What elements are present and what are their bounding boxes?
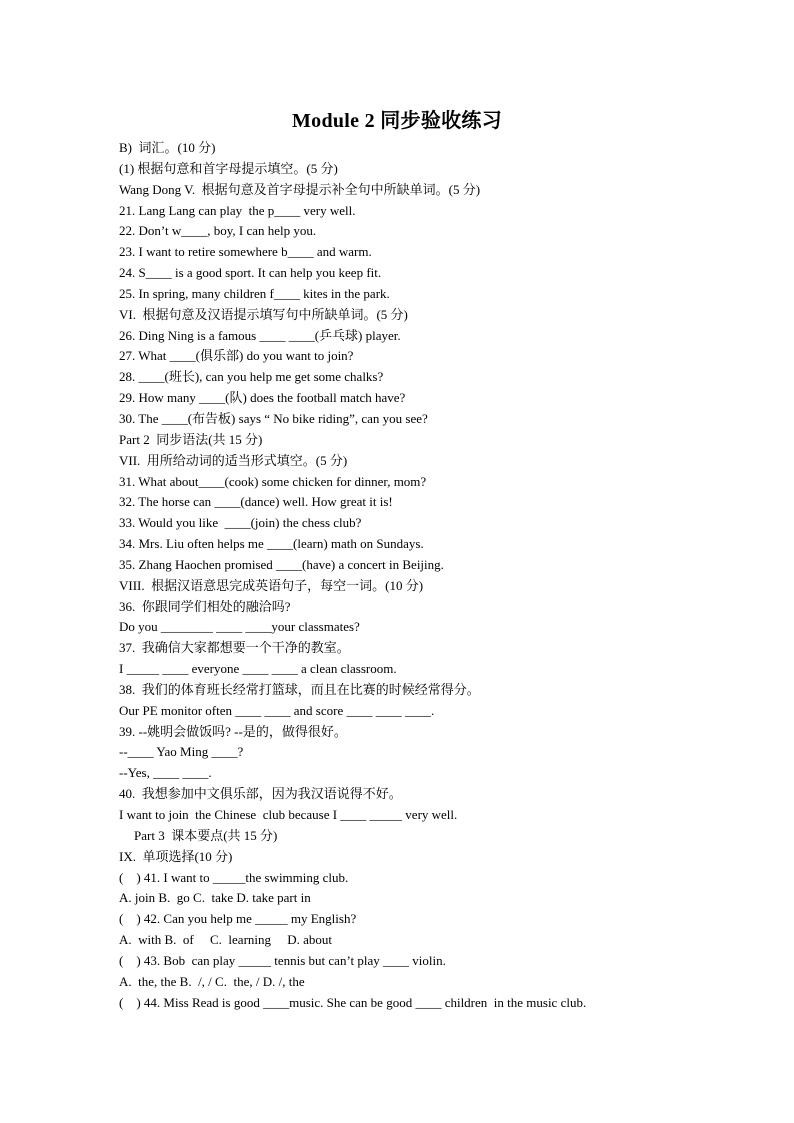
exercise-line: I want to join the Chinese club because I ____ _____ very well. bbox=[119, 807, 458, 822]
exercise-line: 23. I want to retire somewhere b____ and warm. bbox=[119, 244, 372, 260]
exercise-line: A. join B. go C. take D. take part in bbox=[119, 890, 311, 906]
exercise-line: 34. Mrs. Liu often helps me ____(learn) math on Sundays. bbox=[119, 536, 424, 552]
exercise-line: A. the, the B. /, / C. the, / D. /, the bbox=[119, 973, 305, 989]
exercise-line: 27. What ____(俱乐部) do you want to join? bbox=[119, 348, 354, 364]
exercise-line: Part 3 课本要点(共 15 分) bbox=[134, 827, 278, 843]
exercise-line: 36. 你跟同学们相处的融洽吗? bbox=[119, 598, 291, 614]
exercise-line: 22. Don’t w____, boy, I can help you. bbox=[119, 223, 317, 239]
exercise-line: 26. Ding Ning is a famous ____ ____(乒乓球) player. bbox=[119, 327, 401, 343]
exercise-line: ( ) 43. Bob can play _____ tennis but can’t play ____ violin. bbox=[119, 952, 446, 968]
exercise-line: 24. S____ is a good sport. It can help you keep fit. bbox=[119, 265, 382, 281]
exercise-line: VIII. 根据汉语意思完成英语句子，每空一词。(10 分) bbox=[119, 577, 424, 593]
exercise-line: --Yes, ____ ____. bbox=[119, 765, 212, 781]
exercise-line: 29. How many ____(队) does the football match have? bbox=[119, 390, 406, 406]
exercise-line: A. with B. of C. learning D. about bbox=[119, 932, 333, 948]
exercise-line: (1) 根据句意和首字母提示填空。(5 分) bbox=[119, 160, 338, 176]
exercise-line: ( ) 42. Can you help me _____ my English? bbox=[119, 911, 357, 927]
exercise-line: B) 词汇。(10 分) bbox=[119, 140, 216, 155]
exercise-line: VII. 用所给动词的适当形式填空。(5 分) bbox=[119, 452, 348, 468]
exercise-line: VI. 根据句意及汉语提示填写句中所缺单词。(5 分) bbox=[119, 306, 408, 322]
exercise-line: 28. ____(班长), can you help me get some chalks? bbox=[119, 369, 384, 385]
exercise-line: Do you ________ ____ ____your classmates? bbox=[119, 619, 360, 635]
exercise-line: ( ) 44. Miss Read is good ____music. She can be good ____ children in the music club. bbox=[119, 994, 587, 1010]
exercise-line: 40. 我想参加中文俱乐部，因为我汉语说得不好。 bbox=[119, 786, 402, 802]
exercise-line: Wang Dong V. 根据句意及首字母提示补全句中所缺单词。(5 分) bbox=[119, 181, 481, 197]
exercise-line: 39. --姚明会做饭吗? --是的，做得很好。 bbox=[119, 723, 347, 739]
exercise-line: 30. The ____(布告板) says “ No bike riding”, can you see? bbox=[119, 410, 428, 426]
exercise-line: IX. 单项选择(10 分) bbox=[119, 848, 233, 864]
exercise-line: 35. Zhang Haochen promised ____(have) a concert in Beijing. bbox=[119, 556, 444, 572]
exercise-line: 32. The horse can ____(dance) well. How great it is! bbox=[119, 494, 393, 510]
exercise-line: ( ) 41. I want to _____the swimming club. bbox=[119, 869, 349, 885]
exercise-line: 21. Lang Lang can play the p____ very well. bbox=[119, 202, 356, 218]
exercise-line: Part 2 同步语法(共 15 分) bbox=[119, 431, 263, 447]
exercise-line: 37. 我确信大家都想要一个干净的教室。 bbox=[119, 640, 350, 656]
exercise-line: I _____ ____ everyone ____ ____ a clean classroom. bbox=[119, 661, 397, 677]
exercise-lines bbox=[119, 138, 759, 1013]
exercise-line: 31. What about____(cook) some chicken for dinner, mom? bbox=[119, 473, 427, 489]
exercise-line: --____ Yao Ming ____? bbox=[119, 744, 244, 760]
exercise-line: 25. In spring, many children f____ kites in the park. bbox=[119, 285, 390, 301]
page-title: Module 2 同步验收练习 bbox=[291, 110, 503, 132]
exercise-line: Our PE monitor often ____ ____ and score ____ ____ ____. bbox=[119, 702, 435, 718]
exercise-line: 33. Would you like ____(join) the chess club? bbox=[119, 515, 362, 531]
exercise-line: 38. 我们的体育班长经常打篮球，而且在比赛的时候经常得分。 bbox=[119, 681, 480, 697]
